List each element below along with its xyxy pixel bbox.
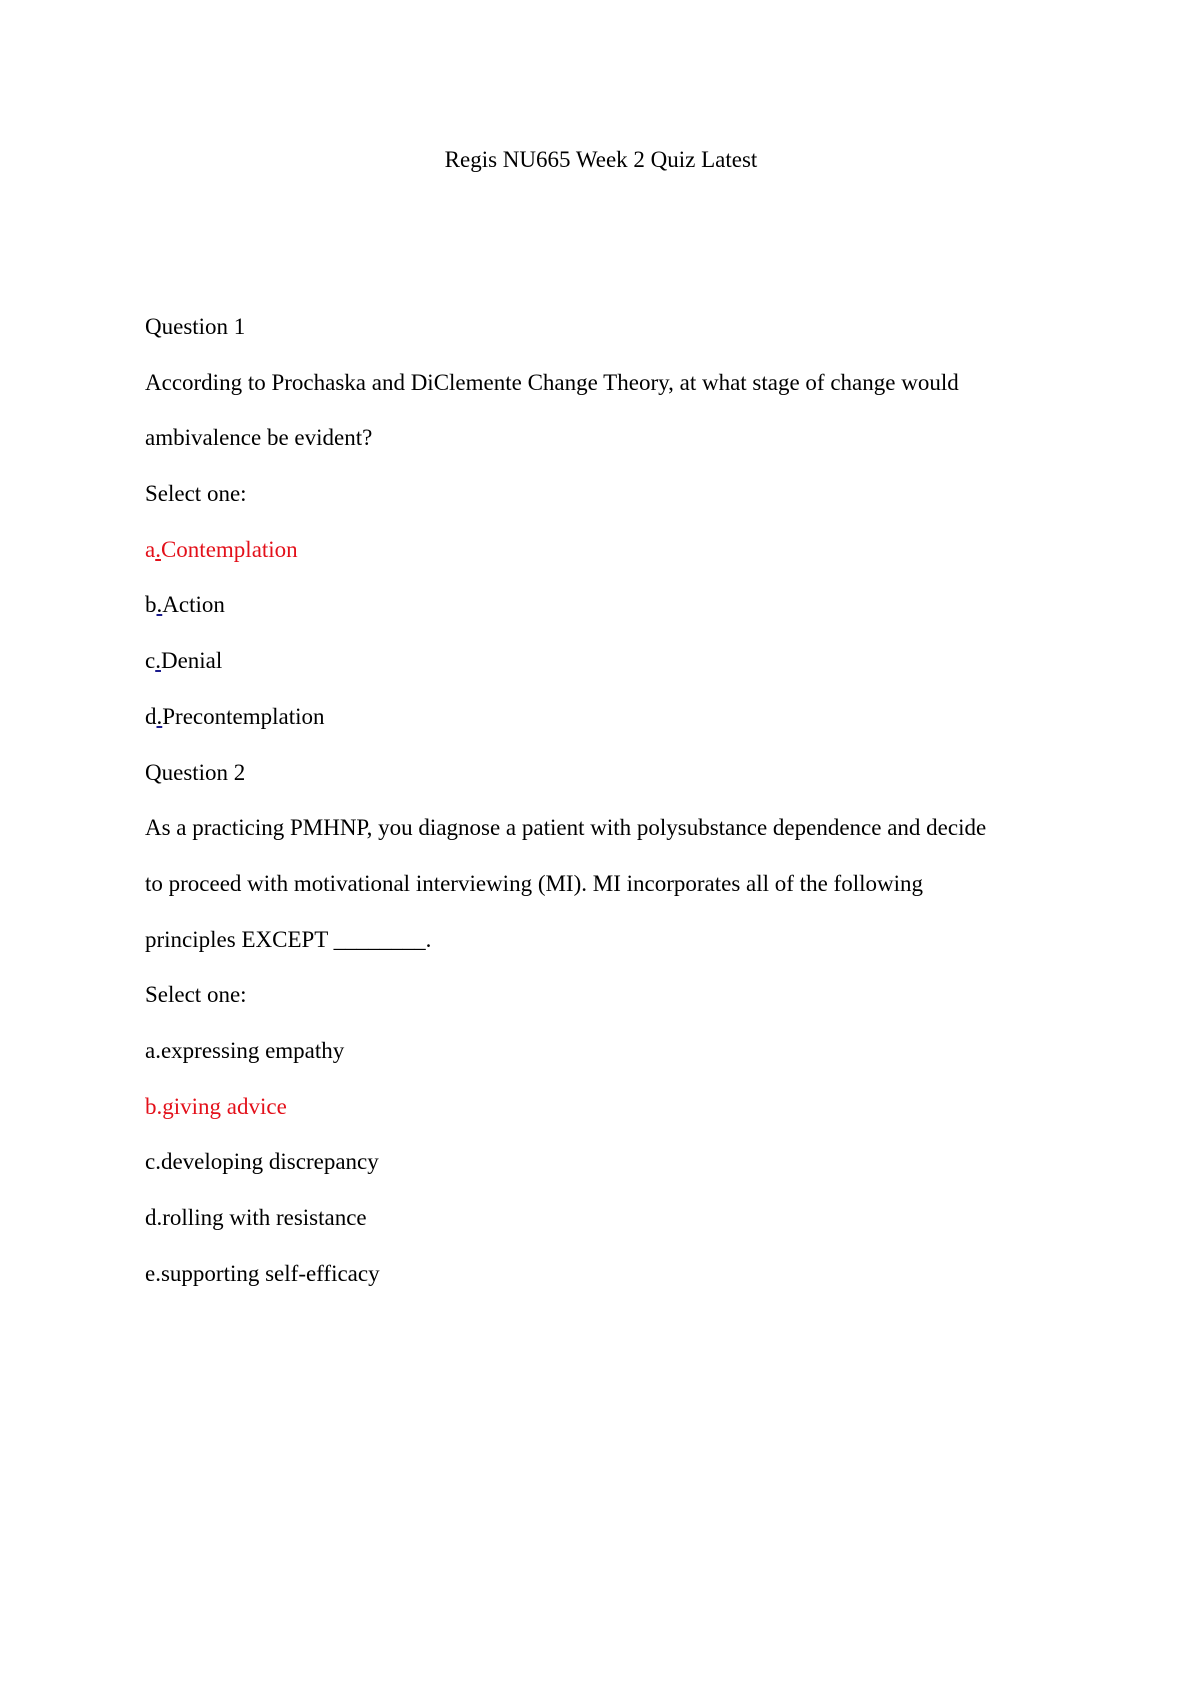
question-2-text-line: As a practicing PMHNP, you diagnose a patient with polysubstance dependence and decide [145,815,987,841]
option-text: giving advice [162,1093,287,1119]
option-text: Contemplation [160,536,298,562]
option-text: Denial [160,648,223,674]
option-separator: . [156,1205,163,1230]
question-2-label: Question 2 [145,759,246,785]
question-1-option-b [145,577,1045,633]
question-1-option-c [145,633,1045,689]
option-text: supporting self-efficacy [160,1260,380,1286]
question-1-label: Question 1 [145,314,246,339]
question-1-option-d [145,689,1045,745]
option-separator: . [156,592,163,618]
option-separator: . [155,536,161,562]
option-letter: b [145,592,157,618]
option-text: expressing empathy [160,1037,345,1063]
option-separator: . [155,1149,161,1175]
question-2-option-b [145,1079,1045,1135]
option-text: developing discrepancy [160,1149,379,1175]
document-title: Regis NU665 Week 2 Quiz Latest [444,147,758,172]
option-separator: . [155,1260,161,1286]
question-1-select-prompt: Select one: [145,481,247,507]
option-separator: . [155,648,161,674]
question-2-option-a [145,1023,1045,1079]
question-1-text-line: According to Prochaska and DiClemente Change Theory, at what stage of change would [145,369,959,395]
option-separator: . [156,1093,163,1119]
question-2-select-prompt: Select one: [145,982,247,1008]
option-letter: a [145,1037,156,1063]
question-2-option-c [145,1134,1045,1190]
option-letter: b [145,1093,157,1119]
option-letter: c [145,1149,156,1175]
option-letter: d [145,703,157,729]
option-text: rolling with resistance [162,1205,367,1230]
question-1-text-line: ambivalence be evident? [145,425,373,451]
question-2-text-line: to proceed with motivational interviewing (MI). MI incorporates all of the following [145,870,923,896]
option-separator: . [156,703,163,729]
question-1-option-a [145,522,1045,578]
option-text: Precontemplation [162,703,325,729]
document-body [145,299,1045,1301]
option-letter: e [145,1260,156,1286]
option-separator: . [155,1037,161,1063]
question-2-text-line: principles EXCEPT ________. [145,926,432,952]
option-letter: d [145,1205,157,1230]
option-letter: a [145,536,156,562]
question-2-option-e [145,1246,1045,1302]
question-2-option-d [145,1190,1045,1246]
option-letter: c [145,648,156,674]
option-text: Action [162,592,225,618]
